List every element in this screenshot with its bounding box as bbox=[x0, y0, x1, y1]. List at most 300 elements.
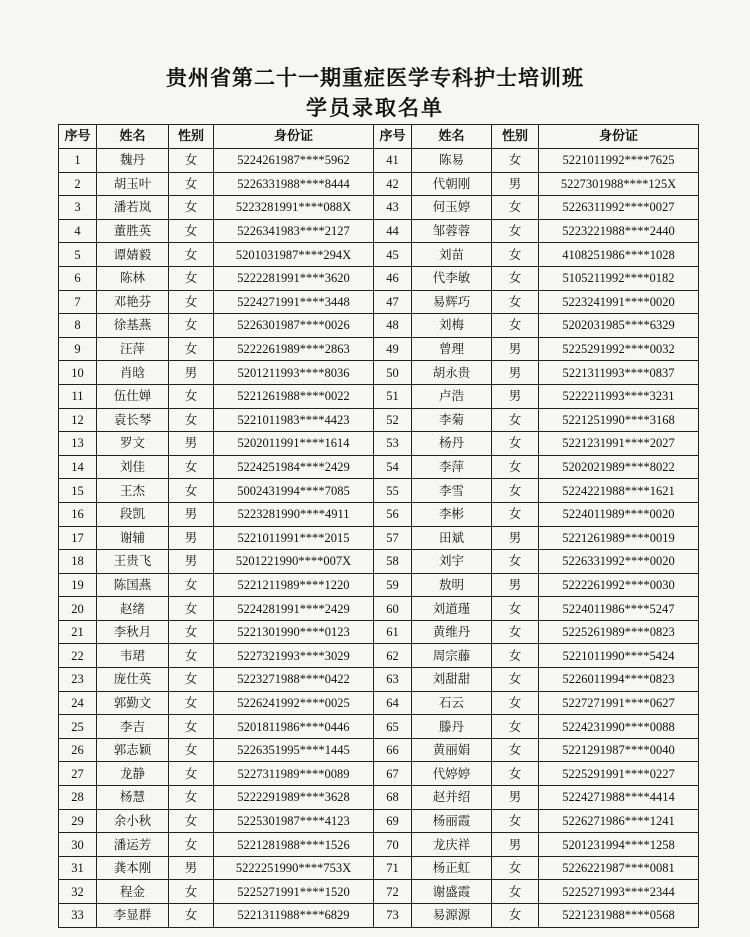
cell-no-left: 19 bbox=[59, 573, 97, 597]
cell-no-left: 10 bbox=[59, 361, 97, 385]
cell-sex-left: 女 bbox=[169, 833, 214, 857]
cell-no-right: 49 bbox=[374, 337, 412, 361]
cell-no-right: 42 bbox=[374, 172, 412, 196]
cell-no-left: 1 bbox=[59, 149, 97, 173]
cell-id-left: 5227321993****3029 bbox=[214, 644, 374, 668]
table-row bbox=[59, 219, 699, 243]
cell-sex-left: 女 bbox=[169, 172, 214, 196]
header-no-right: 序号 bbox=[374, 125, 412, 149]
cell-no-right: 50 bbox=[374, 361, 412, 385]
cell-sex-left: 女 bbox=[169, 455, 214, 479]
table-row bbox=[59, 384, 699, 408]
cell-id-left: 5222291989****3628 bbox=[214, 786, 374, 810]
cell-id-right: 5224011986****5247 bbox=[539, 597, 699, 621]
cell-sex-left: 女 bbox=[169, 384, 214, 408]
cell-no-left: 23 bbox=[59, 668, 97, 692]
cell-id-right: 5223221988****2440 bbox=[539, 219, 699, 243]
cell-id-left: 5224251984****2429 bbox=[214, 455, 374, 479]
cell-no-left: 27 bbox=[59, 762, 97, 786]
table-row bbox=[59, 243, 699, 267]
cell-sex-left: 男 bbox=[169, 550, 214, 574]
cell-sex-left: 女 bbox=[169, 809, 214, 833]
table-row bbox=[59, 904, 699, 928]
cell-no-left: 8 bbox=[59, 314, 97, 338]
cell-id-left: 5226341983****2127 bbox=[214, 219, 374, 243]
admission-table bbox=[58, 124, 699, 928]
table-row bbox=[59, 809, 699, 833]
header-name-right: 姓名 bbox=[412, 125, 492, 149]
cell-sex-right: 女 bbox=[492, 715, 539, 739]
cell-sex-left: 女 bbox=[169, 243, 214, 267]
cell-no-right: 54 bbox=[374, 455, 412, 479]
header-id-left: 身份证 bbox=[214, 125, 374, 149]
cell-id-right: 5227271991****0627 bbox=[539, 691, 699, 715]
cell-name-left: 段凯 bbox=[97, 502, 169, 526]
cell-id-left: 5222261989****2863 bbox=[214, 337, 374, 361]
table-row bbox=[59, 833, 699, 857]
cell-id-right: 5226011994****0823 bbox=[539, 668, 699, 692]
cell-id-left: 5201811986****0446 bbox=[214, 715, 374, 739]
cell-name-left: 李吉 bbox=[97, 715, 169, 739]
cell-name-right: 代朝刚 bbox=[412, 172, 492, 196]
cell-name-right: 刘道瑾 bbox=[412, 597, 492, 621]
cell-sex-right: 女 bbox=[492, 479, 539, 503]
table-row bbox=[59, 856, 699, 880]
table-row bbox=[59, 738, 699, 762]
table-row bbox=[59, 620, 699, 644]
cell-name-right: 周宗藤 bbox=[412, 644, 492, 668]
cell-no-right: 71 bbox=[374, 856, 412, 880]
header-name-left: 姓名 bbox=[97, 125, 169, 149]
cell-id-left: 5221261988****0022 bbox=[214, 384, 374, 408]
cell-name-left: 杨慧 bbox=[97, 786, 169, 810]
cell-id-left: 5224261987****5962 bbox=[214, 149, 374, 173]
cell-no-right: 44 bbox=[374, 219, 412, 243]
cell-sex-right: 男 bbox=[492, 573, 539, 597]
table-row bbox=[59, 196, 699, 220]
cell-no-right: 69 bbox=[374, 809, 412, 833]
cell-name-left: 徐基燕 bbox=[97, 314, 169, 338]
cell-no-right: 58 bbox=[374, 550, 412, 574]
cell-sex-right: 女 bbox=[492, 314, 539, 338]
cell-sex-right: 女 bbox=[492, 290, 539, 314]
cell-sex-left: 女 bbox=[169, 904, 214, 928]
cell-name-left: 韦珺 bbox=[97, 644, 169, 668]
cell-no-left: 22 bbox=[59, 644, 97, 668]
cell-sex-left: 女 bbox=[169, 314, 214, 338]
cell-name-right: 杨丽霞 bbox=[412, 809, 492, 833]
table-row bbox=[59, 149, 699, 173]
table-row bbox=[59, 266, 699, 290]
cell-sex-left: 男 bbox=[169, 361, 214, 385]
cell-name-right: 代李敏 bbox=[412, 266, 492, 290]
cell-name-right: 杨正虹 bbox=[412, 856, 492, 880]
cell-name-left: 王贵飞 bbox=[97, 550, 169, 574]
cell-no-left: 21 bbox=[59, 620, 97, 644]
cell-sex-left: 女 bbox=[169, 620, 214, 644]
cell-name-left: 潘若岚 bbox=[97, 196, 169, 220]
cell-sex-right: 男 bbox=[492, 786, 539, 810]
cell-id-left: 5222251990****753X bbox=[214, 856, 374, 880]
cell-sex-left: 女 bbox=[169, 691, 214, 715]
cell-name-right: 李萍 bbox=[412, 455, 492, 479]
cell-sex-left: 男 bbox=[169, 432, 214, 456]
cell-id-right: 5226271986****1241 bbox=[539, 809, 699, 833]
cell-name-right: 田斌 bbox=[412, 526, 492, 550]
cell-name-right: 杨丹 bbox=[412, 432, 492, 456]
cell-no-right: 41 bbox=[374, 149, 412, 173]
cell-sex-right: 女 bbox=[492, 904, 539, 928]
cell-id-left: 5201221990****007X bbox=[214, 550, 374, 574]
header-sex-left: 性别 bbox=[169, 125, 214, 149]
cell-no-left: 31 bbox=[59, 856, 97, 880]
cell-id-right: 5225261989****0823 bbox=[539, 620, 699, 644]
cell-no-left: 13 bbox=[59, 432, 97, 456]
cell-name-left: 袁长琴 bbox=[97, 408, 169, 432]
cell-no-left: 7 bbox=[59, 290, 97, 314]
cell-name-left: 潘运芳 bbox=[97, 833, 169, 857]
cell-sex-right: 女 bbox=[492, 550, 539, 574]
cell-no-right: 45 bbox=[374, 243, 412, 267]
cell-no-left: 14 bbox=[59, 455, 97, 479]
table-row bbox=[59, 337, 699, 361]
cell-name-right: 敖明 bbox=[412, 573, 492, 597]
cell-no-right: 64 bbox=[374, 691, 412, 715]
cell-name-right: 邹蓉蓉 bbox=[412, 219, 492, 243]
cell-no-left: 25 bbox=[59, 715, 97, 739]
cell-sex-left: 女 bbox=[169, 573, 214, 597]
cell-name-right: 李彬 bbox=[412, 502, 492, 526]
cell-sex-right: 女 bbox=[492, 243, 539, 267]
cell-id-left: 5201211993****8036 bbox=[214, 361, 374, 385]
table-row bbox=[59, 715, 699, 739]
cell-id-left: 5221281988****1526 bbox=[214, 833, 374, 857]
cell-sex-left: 女 bbox=[169, 786, 214, 810]
cell-id-right: 5221011992****7625 bbox=[539, 149, 699, 173]
table-row bbox=[59, 691, 699, 715]
cell-sex-left: 女 bbox=[169, 762, 214, 786]
table-row bbox=[59, 432, 699, 456]
cell-id-left: 5002431994****7085 bbox=[214, 479, 374, 503]
table-row bbox=[59, 290, 699, 314]
cell-id-right: 5225291992****0032 bbox=[539, 337, 699, 361]
cell-no-right: 68 bbox=[374, 786, 412, 810]
cell-name-left: 伍仕婵 bbox=[97, 384, 169, 408]
cell-sex-right: 女 bbox=[492, 455, 539, 479]
cell-sex-right: 男 bbox=[492, 526, 539, 550]
cell-name-right: 谢盛霞 bbox=[412, 880, 492, 904]
cell-name-left: 赵绪 bbox=[97, 597, 169, 621]
cell-id-right: 5224011989****0020 bbox=[539, 502, 699, 526]
cell-id-left: 5201031987****294X bbox=[214, 243, 374, 267]
cell-no-left: 11 bbox=[59, 384, 97, 408]
cell-no-right: 60 bbox=[374, 597, 412, 621]
table-row bbox=[59, 361, 699, 385]
cell-id-left: 5226241992****0025 bbox=[214, 691, 374, 715]
cell-name-left: 胡玉叶 bbox=[97, 172, 169, 196]
cell-no-left: 5 bbox=[59, 243, 97, 267]
table-row bbox=[59, 668, 699, 692]
cell-sex-right: 女 bbox=[492, 644, 539, 668]
cell-id-left: 5221011983****4423 bbox=[214, 408, 374, 432]
document-title: 贵州省第二十一期重症医学专科护士培训班 bbox=[166, 66, 584, 90]
cell-name-right: 陈易 bbox=[412, 149, 492, 173]
cell-no-right: 55 bbox=[374, 479, 412, 503]
cell-sex-left: 女 bbox=[169, 196, 214, 220]
cell-sex-left: 女 bbox=[169, 408, 214, 432]
cell-id-left: 5221011991****2015 bbox=[214, 526, 374, 550]
cell-id-left: 5221301990****0123 bbox=[214, 620, 374, 644]
header-sex-right: 性别 bbox=[492, 125, 539, 149]
cell-no-right: 63 bbox=[374, 668, 412, 692]
cell-name-right: 李雪 bbox=[412, 479, 492, 503]
cell-name-right: 刘宇 bbox=[412, 550, 492, 574]
cell-id-right: 4108251986****1028 bbox=[539, 243, 699, 267]
cell-sex-right: 男 bbox=[492, 172, 539, 196]
cell-sex-left: 男 bbox=[169, 502, 214, 526]
cell-id-left: 5223281990****4911 bbox=[214, 502, 374, 526]
cell-no-left: 30 bbox=[59, 833, 97, 857]
cell-no-left: 18 bbox=[59, 550, 97, 574]
cell-no-right: 66 bbox=[374, 738, 412, 762]
cell-name-right: 刘甜甜 bbox=[412, 668, 492, 692]
cell-name-right: 易源源 bbox=[412, 904, 492, 928]
cell-id-right: 5223241991****0020 bbox=[539, 290, 699, 314]
cell-sex-left: 女 bbox=[169, 266, 214, 290]
cell-sex-right: 女 bbox=[492, 620, 539, 644]
cell-name-right: 易辉巧 bbox=[412, 290, 492, 314]
cell-no-right: 46 bbox=[374, 266, 412, 290]
cell-no-left: 4 bbox=[59, 219, 97, 243]
cell-name-right: 滕丹 bbox=[412, 715, 492, 739]
cell-no-right: 56 bbox=[374, 502, 412, 526]
cell-name-left: 龙静 bbox=[97, 762, 169, 786]
cell-name-right: 刘梅 bbox=[412, 314, 492, 338]
table-row bbox=[59, 644, 699, 668]
cell-id-left: 5222281991****3620 bbox=[214, 266, 374, 290]
cell-no-right: 53 bbox=[374, 432, 412, 456]
table-body bbox=[59, 149, 699, 928]
cell-id-right: 5226331992****0020 bbox=[539, 550, 699, 574]
table-row bbox=[59, 455, 699, 479]
cell-id-right: 5222211993****3231 bbox=[539, 384, 699, 408]
cell-name-left: 李显群 bbox=[97, 904, 169, 928]
cell-id-right: 5221261989****0019 bbox=[539, 526, 699, 550]
table-row bbox=[59, 880, 699, 904]
cell-no-left: 9 bbox=[59, 337, 97, 361]
cell-no-right: 59 bbox=[374, 573, 412, 597]
cell-sex-left: 女 bbox=[169, 644, 214, 668]
table-header-row bbox=[59, 125, 699, 149]
cell-name-left: 董胜英 bbox=[97, 219, 169, 243]
cell-sex-left: 女 bbox=[169, 149, 214, 173]
cell-name-left: 李秋月 bbox=[97, 620, 169, 644]
cell-sex-left: 女 bbox=[169, 738, 214, 762]
cell-name-left: 谢辅 bbox=[97, 526, 169, 550]
cell-id-left: 5226351995****1445 bbox=[214, 738, 374, 762]
table-row bbox=[59, 502, 699, 526]
cell-name-right: 石云 bbox=[412, 691, 492, 715]
cell-name-right: 代婷婷 bbox=[412, 762, 492, 786]
cell-id-right: 5225271993****2344 bbox=[539, 880, 699, 904]
cell-id-left: 5225271991****1520 bbox=[214, 880, 374, 904]
cell-no-left: 12 bbox=[59, 408, 97, 432]
cell-sex-right: 女 bbox=[492, 432, 539, 456]
cell-id-right: 5226221987****0081 bbox=[539, 856, 699, 880]
cell-no-right: 73 bbox=[374, 904, 412, 928]
cell-no-right: 62 bbox=[374, 644, 412, 668]
cell-no-right: 48 bbox=[374, 314, 412, 338]
cell-no-right: 51 bbox=[374, 384, 412, 408]
cell-sex-right: 女 bbox=[492, 196, 539, 220]
cell-name-left: 余小秋 bbox=[97, 809, 169, 833]
cell-no-left: 32 bbox=[59, 880, 97, 904]
cell-id-left: 5202011991****1614 bbox=[214, 432, 374, 456]
cell-no-right: 61 bbox=[374, 620, 412, 644]
cell-no-right: 72 bbox=[374, 880, 412, 904]
cell-sex-left: 女 bbox=[169, 880, 214, 904]
table-row bbox=[59, 786, 699, 810]
table-row bbox=[59, 597, 699, 621]
cell-id-right: 5202021989****8022 bbox=[539, 455, 699, 479]
cell-no-right: 65 bbox=[374, 715, 412, 739]
cell-no-left: 15 bbox=[59, 479, 97, 503]
cell-id-right: 5227301988****125X bbox=[539, 172, 699, 196]
cell-id-left: 5225301987****4123 bbox=[214, 809, 374, 833]
cell-id-right: 5225291991****0227 bbox=[539, 762, 699, 786]
cell-sex-right: 女 bbox=[492, 856, 539, 880]
cell-sex-right: 女 bbox=[492, 219, 539, 243]
cell-id-right: 5221311993****0837 bbox=[539, 361, 699, 385]
cell-name-right: 卢浩 bbox=[412, 384, 492, 408]
cell-sex-left: 男 bbox=[169, 856, 214, 880]
cell-no-left: 17 bbox=[59, 526, 97, 550]
cell-sex-right: 女 bbox=[492, 809, 539, 833]
cell-id-right: 5221231991****2027 bbox=[539, 432, 699, 456]
cell-no-left: 20 bbox=[59, 597, 97, 621]
cell-name-right: 何玉婷 bbox=[412, 196, 492, 220]
cell-id-right: 5201231994****1258 bbox=[539, 833, 699, 857]
cell-name-right: 曾理 bbox=[412, 337, 492, 361]
cell-id-right: 5202031985****6329 bbox=[539, 314, 699, 338]
cell-sex-left: 女 bbox=[169, 219, 214, 243]
cell-no-right: 57 bbox=[374, 526, 412, 550]
cell-sex-left: 女 bbox=[169, 337, 214, 361]
cell-no-left: 16 bbox=[59, 502, 97, 526]
cell-id-right: 5224221988****1621 bbox=[539, 479, 699, 503]
cell-sex-right: 女 bbox=[492, 668, 539, 692]
cell-id-left: 5223271988****0422 bbox=[214, 668, 374, 692]
cell-id-left: 5226331988****8444 bbox=[214, 172, 374, 196]
table-row bbox=[59, 526, 699, 550]
cell-no-right: 70 bbox=[374, 833, 412, 857]
cell-id-right: 5224231990****0088 bbox=[539, 715, 699, 739]
cell-sex-right: 女 bbox=[492, 266, 539, 290]
cell-name-left: 王杰 bbox=[97, 479, 169, 503]
cell-no-right: 43 bbox=[374, 196, 412, 220]
cell-id-right: 5221291987****0040 bbox=[539, 738, 699, 762]
cell-id-right: 5221011990****5424 bbox=[539, 644, 699, 668]
cell-id-left: 5224281991****2429 bbox=[214, 597, 374, 621]
cell-sex-right: 女 bbox=[492, 408, 539, 432]
table-row bbox=[59, 479, 699, 503]
cell-name-right: 黄丽娟 bbox=[412, 738, 492, 762]
cell-name-left: 罗文 bbox=[97, 432, 169, 456]
cell-name-left: 汪萍 bbox=[97, 337, 169, 361]
cell-name-left: 魏丹 bbox=[97, 149, 169, 173]
cell-sex-left: 女 bbox=[169, 597, 214, 621]
table-row bbox=[59, 408, 699, 432]
cell-no-left: 6 bbox=[59, 266, 97, 290]
cell-no-left: 26 bbox=[59, 738, 97, 762]
cell-sex-right: 女 bbox=[492, 691, 539, 715]
header-no-left: 序号 bbox=[59, 125, 97, 149]
cell-sex-right: 男 bbox=[492, 361, 539, 385]
cell-sex-left: 男 bbox=[169, 526, 214, 550]
cell-no-right: 47 bbox=[374, 290, 412, 314]
table-row bbox=[59, 573, 699, 597]
cell-sex-right: 男 bbox=[492, 833, 539, 857]
cell-sex-right: 女 bbox=[492, 502, 539, 526]
table-row bbox=[59, 314, 699, 338]
cell-id-left: 5221211989****1220 bbox=[214, 573, 374, 597]
cell-name-left: 庞仕英 bbox=[97, 668, 169, 692]
cell-id-left: 5224271991****3448 bbox=[214, 290, 374, 314]
table-row bbox=[59, 550, 699, 574]
cell-sex-right: 男 bbox=[492, 384, 539, 408]
cell-id-left: 5226301987****0026 bbox=[214, 314, 374, 338]
cell-id-right: 5222261992****0030 bbox=[539, 573, 699, 597]
cell-no-left: 2 bbox=[59, 172, 97, 196]
document-subtitle: 学员录取名单 bbox=[306, 96, 444, 120]
cell-name-left: 陈国燕 bbox=[97, 573, 169, 597]
cell-id-right: 5105211992****0182 bbox=[539, 266, 699, 290]
table-row bbox=[59, 762, 699, 786]
cell-name-right: 赵并绍 bbox=[412, 786, 492, 810]
cell-id-left: 5223281991****088X bbox=[214, 196, 374, 220]
cell-name-left: 谭婧毅 bbox=[97, 243, 169, 267]
cell-name-left: 陈林 bbox=[97, 266, 169, 290]
cell-id-right: 5226311992****0027 bbox=[539, 196, 699, 220]
cell-no-left: 28 bbox=[59, 786, 97, 810]
cell-sex-right: 女 bbox=[492, 149, 539, 173]
cell-id-right: 5221231988****0568 bbox=[539, 904, 699, 928]
cell-no-right: 67 bbox=[374, 762, 412, 786]
cell-name-left: 程金 bbox=[97, 880, 169, 904]
cell-sex-left: 女 bbox=[169, 479, 214, 503]
cell-sex-left: 女 bbox=[169, 668, 214, 692]
cell-no-left: 29 bbox=[59, 809, 97, 833]
cell-name-right: 刘苗 bbox=[412, 243, 492, 267]
cell-id-left: 5221311988****6829 bbox=[214, 904, 374, 928]
cell-name-left: 龚本刚 bbox=[97, 856, 169, 880]
cell-name-left: 邓艳芬 bbox=[97, 290, 169, 314]
cell-no-left: 24 bbox=[59, 691, 97, 715]
cell-no-left: 3 bbox=[59, 196, 97, 220]
cell-sex-right: 女 bbox=[492, 597, 539, 621]
cell-sex-right: 女 bbox=[492, 738, 539, 762]
cell-name-right: 胡永贵 bbox=[412, 361, 492, 385]
cell-no-right: 52 bbox=[374, 408, 412, 432]
cell-sex-right: 男 bbox=[492, 337, 539, 361]
cell-sex-right: 女 bbox=[492, 880, 539, 904]
cell-id-left: 5227311989****0089 bbox=[214, 762, 374, 786]
cell-no-left: 33 bbox=[59, 904, 97, 928]
header-id-right: 身份证 bbox=[539, 125, 699, 149]
cell-sex-left: 女 bbox=[169, 715, 214, 739]
table-row bbox=[59, 172, 699, 196]
cell-id-right: 5224271988****4414 bbox=[539, 786, 699, 810]
